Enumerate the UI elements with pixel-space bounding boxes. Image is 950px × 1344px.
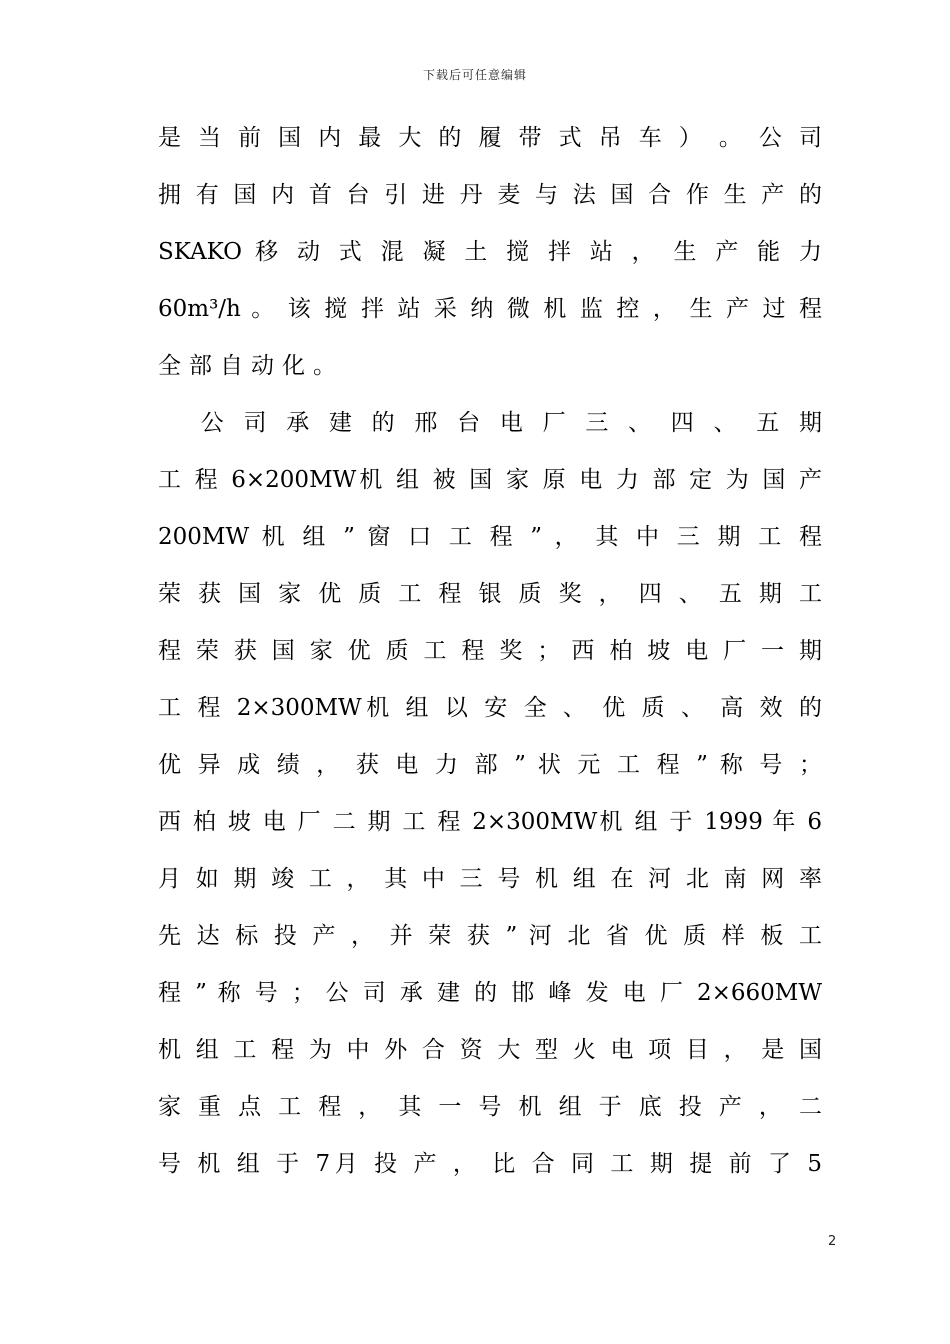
page-header-note: 下载后可任意编辑 xyxy=(422,68,527,82)
text-line: 工 程 2×300MW机 组 以 安 全 、 优 质 、 高 效 的 xyxy=(158,695,822,721)
text-line: 工 程 6×200MW机 组 被 国 家 原 电 力 部 定 为 国 产 xyxy=(158,467,822,493)
text-line: 荣 获 国 家 优 质 工 程 银 质 奖 ， 四 、 五 期 工 xyxy=(158,581,822,607)
text-line: 优 异 成 绩 ， 获 电 力 部 ” 状 元 工 程 ” 称 号 ； xyxy=(158,752,822,778)
text-line: SKAKO 移 动 式 混 凝 土 搅 拌 站 ， 生 产 能 力 xyxy=(158,239,822,265)
text-line: 程 荣 获 国 家 优 质 工 程 奖 ； 西 柏 坡 电 厂 一 期 xyxy=(158,638,822,664)
document-body xyxy=(158,110,822,1193)
text-line: 机 组 工 程 为 中 外 合 资 大 型 火 电 项 目 ， 是 国 xyxy=(158,1037,822,1063)
text-line: 200MW 机 组 ” 窗 口 工 程 ” ， 其 中 三 期 工 程 xyxy=(158,524,822,550)
text-line: 家 重 点 工 程 ， 其 一 号 机 组 于 底 投 产 ， 二 xyxy=(158,1094,822,1120)
text-line: 西 柏 坡 电 厂 二 期 工 程 2×300MW机 组 于 1999 年 6 xyxy=(158,809,822,835)
text-line: 是 当 前 国 内 最 大 的 履 带 式 吊 车 ） 。 公 司 xyxy=(158,125,822,151)
text-line: 月 如 期 竣 工 ， 其 中 三 号 机 组 在 河 北 南 网 率 xyxy=(158,866,822,892)
text-line: 程 ” 称 号 ； 公 司 承 建 的 邯 峰 发 电 厂 2×660MW xyxy=(158,980,822,1006)
text-line: 拥 有 国 内 首 台 引 进 丹 麦 与 法 国 合 作 生 产 的 xyxy=(158,182,822,208)
text-line: 先 达 标 投 产 ， 并 荣 获 ” 河 北 省 优 质 样 板 工 xyxy=(158,923,822,949)
text-line: 号 机 组 于 7月 投 产 ， 比 合 同 工 期 提 前 了 5 xyxy=(158,1151,822,1177)
text-line: 公 司 承 建 的 邢 台 电 厂 三 、 四 、 五 期 xyxy=(158,410,822,436)
page-number: 2 xyxy=(828,1234,837,1249)
text-line: 60m³/h 。 该 搅 拌 站 采 纳 微 机 监 控 ， 生 产 过 程 xyxy=(158,296,822,322)
text-line: 全部自动化。 xyxy=(158,353,344,379)
